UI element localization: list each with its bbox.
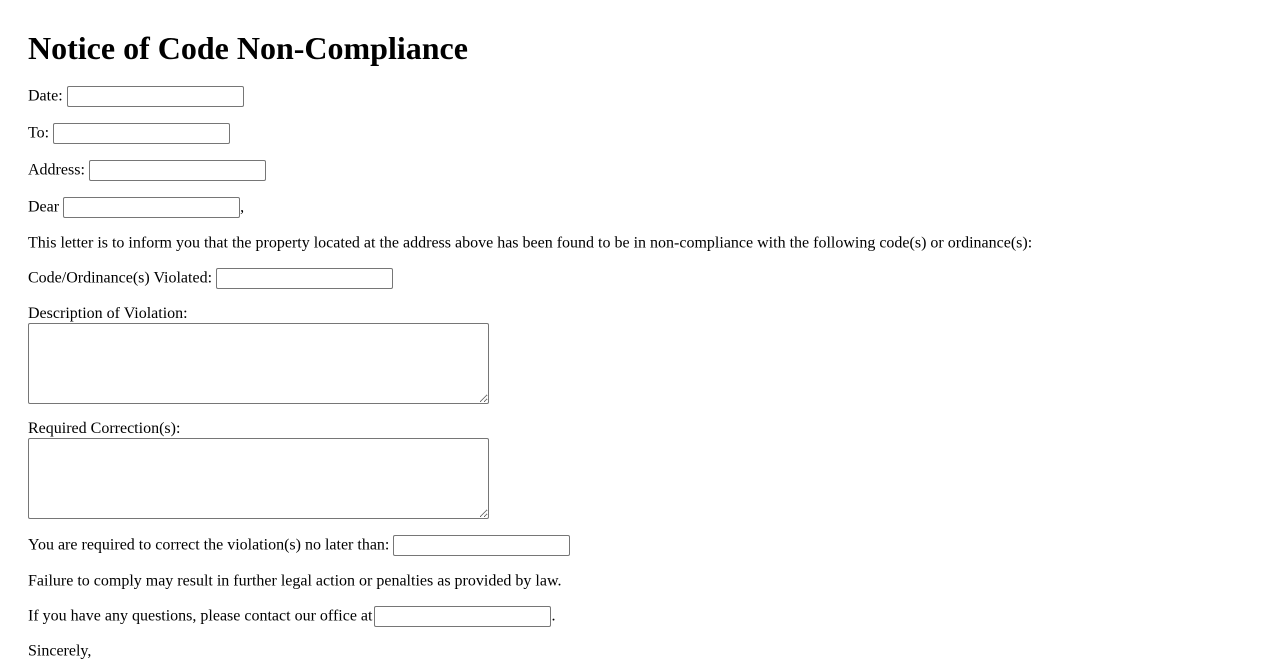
dear-comma: , — [240, 198, 245, 216]
code-label: Code/Ordinance(s) Violated: — [28, 269, 213, 287]
address-input[interactable] — [89, 160, 266, 181]
contact-label: If you have any questions, please contact our office at — [28, 607, 373, 625]
description-label: Description of Violation: — [28, 305, 188, 322]
date-label: Date: — [28, 87, 63, 105]
code-row — [28, 268, 393, 289]
date-row — [28, 86, 244, 107]
description-textarea[interactable] — [28, 323, 489, 404]
dear-input[interactable] — [63, 197, 240, 218]
to-row — [28, 123, 230, 144]
failure-text: Failure to comply may result in further legal action or penalties as provided by law. — [28, 572, 562, 590]
to-input[interactable] — [53, 123, 230, 144]
dear-label: Dear — [28, 198, 60, 216]
contact-row — [28, 606, 555, 627]
page-title: Notice of Code Non-Compliance — [28, 30, 468, 66]
deadline-row — [28, 535, 570, 556]
intro-paragraph — [28, 233, 1032, 253]
closing-row — [28, 641, 91, 661]
deadline-input[interactable] — [393, 535, 570, 556]
to-label: To: — [28, 124, 50, 142]
date-input[interactable] — [67, 86, 244, 107]
dear-row — [28, 197, 244, 218]
code-input[interactable] — [216, 268, 393, 289]
intro-text: This letter is to inform you that the property located at the address above has been found to be in non-compliance with the following code(s) or ordinance(s): — [28, 234, 1033, 252]
contact-input[interactable] — [374, 606, 551, 627]
correction-label: Required Correction(s): — [28, 420, 181, 437]
contact-period: . — [551, 607, 556, 625]
deadline-label: You are required to correct the violation(s) no later than: — [28, 536, 390, 554]
address-row — [28, 160, 266, 181]
closing-text: Sincerely, — [28, 642, 92, 660]
correction-textarea[interactable] — [28, 438, 489, 519]
address-label: Address: — [28, 161, 85, 179]
failure-paragraph — [28, 571, 561, 591]
